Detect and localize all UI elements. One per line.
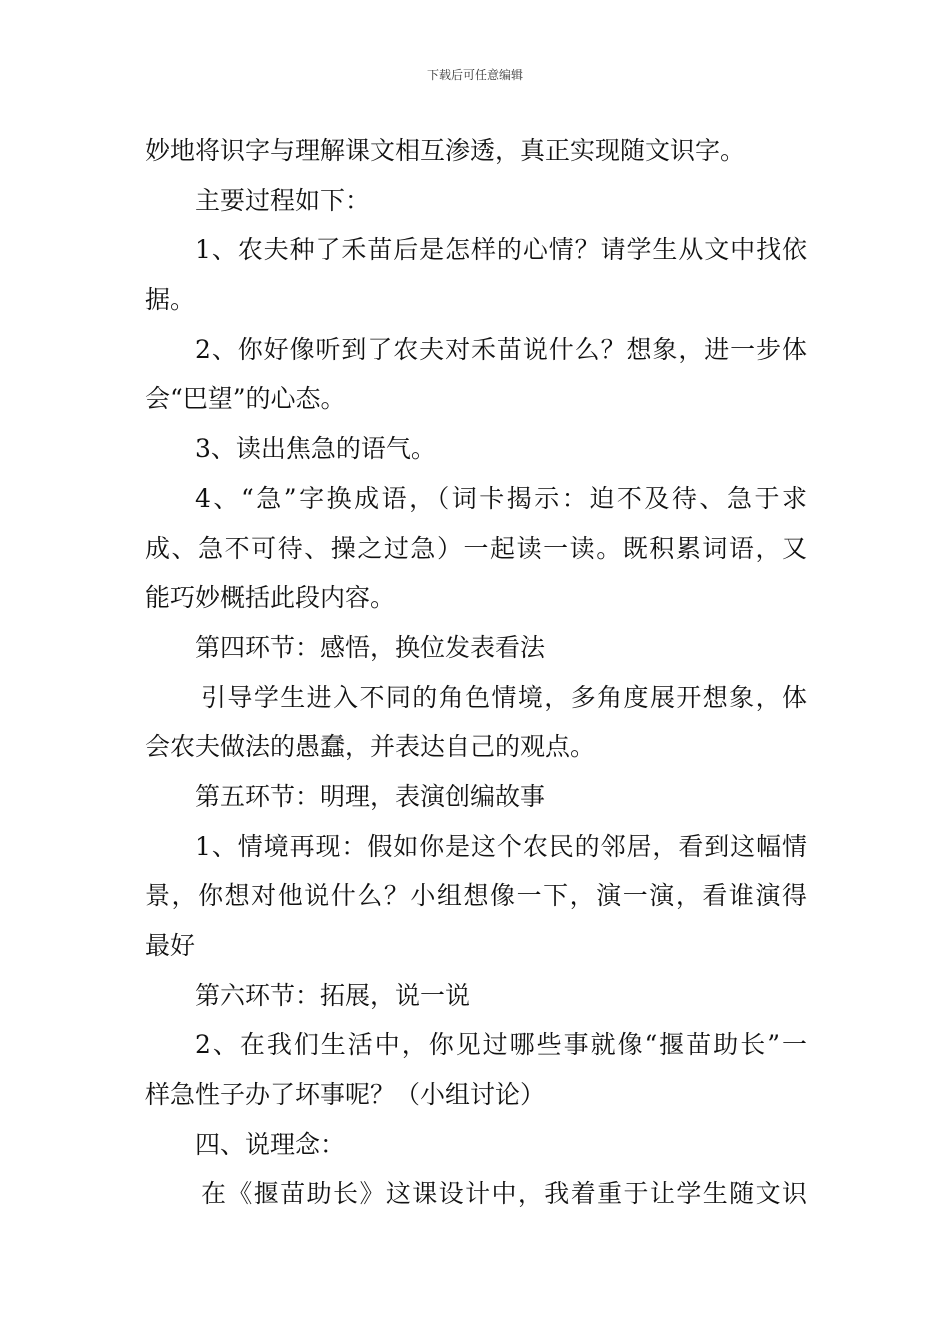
section-heading: 第五环节：明理，表演创编故事 (195, 781, 546, 811)
paragraph-line: 3、读出焦急的语气。 (195, 434, 436, 464)
paragraph-line: 据。 (145, 285, 196, 315)
section-heading: 第六环节：拓展，说一说 (195, 980, 471, 1010)
paragraph-line: 成、急不可待、操之过急）一起读一读。既积累词语，又 (145, 533, 807, 563)
paragraph-line: 1、情境再现：假如你是这个农民的邻居，看到这幅情 (195, 831, 807, 861)
paragraph-line: 样急性子办了坏事呢？（小组讨论） (145, 1080, 546, 1110)
section-heading: 四、说理念： (195, 1129, 346, 1159)
paragraph-line: 在《揠苗助长》这课设计中，我着重于让学生随文识 (201, 1179, 807, 1209)
paragraph-line: 2、在我们生活中，你见过哪些事就像“揠苗助长”一 (195, 1030, 807, 1060)
paragraph-line: 主要过程如下： (195, 185, 371, 215)
paragraph-line: 妙地将识字与理解课文相互渗透，真正实现随文识字。 (145, 136, 746, 165)
paragraph-line: 引导学生进入不同的角色情境，多角度展开想象，体 (201, 682, 807, 712)
paragraph-line: 景，你想对他说什么？小组想像一下，演一演，看谁演得 (145, 881, 807, 911)
page-header: 下载后可任意编辑 (426, 68, 523, 82)
paragraph-line: 能巧妙概括此段内容。 (145, 583, 396, 613)
paragraph-line: 2、你好像听到了农夫对禾苗说什么？想象，进一步体 (195, 334, 807, 364)
paragraph-line: 1、农夫种了禾苗后是怎样的心情？请学生从文中找依 (195, 235, 807, 265)
paragraph-line: 会“巴望”的心态。 (145, 384, 346, 414)
paragraph-line: 4、“急”字换成语，（词卡揭示：迫不及待、急于求 (195, 483, 807, 513)
paragraph-line: 最好 (145, 931, 196, 960)
paragraph-line: 会农夫做法的愚蠢，并表达自己的观点。 (145, 732, 596, 762)
section-heading: 第四环节：感悟，换位发表看法 (195, 632, 546, 662)
document-body (145, 126, 807, 1219)
